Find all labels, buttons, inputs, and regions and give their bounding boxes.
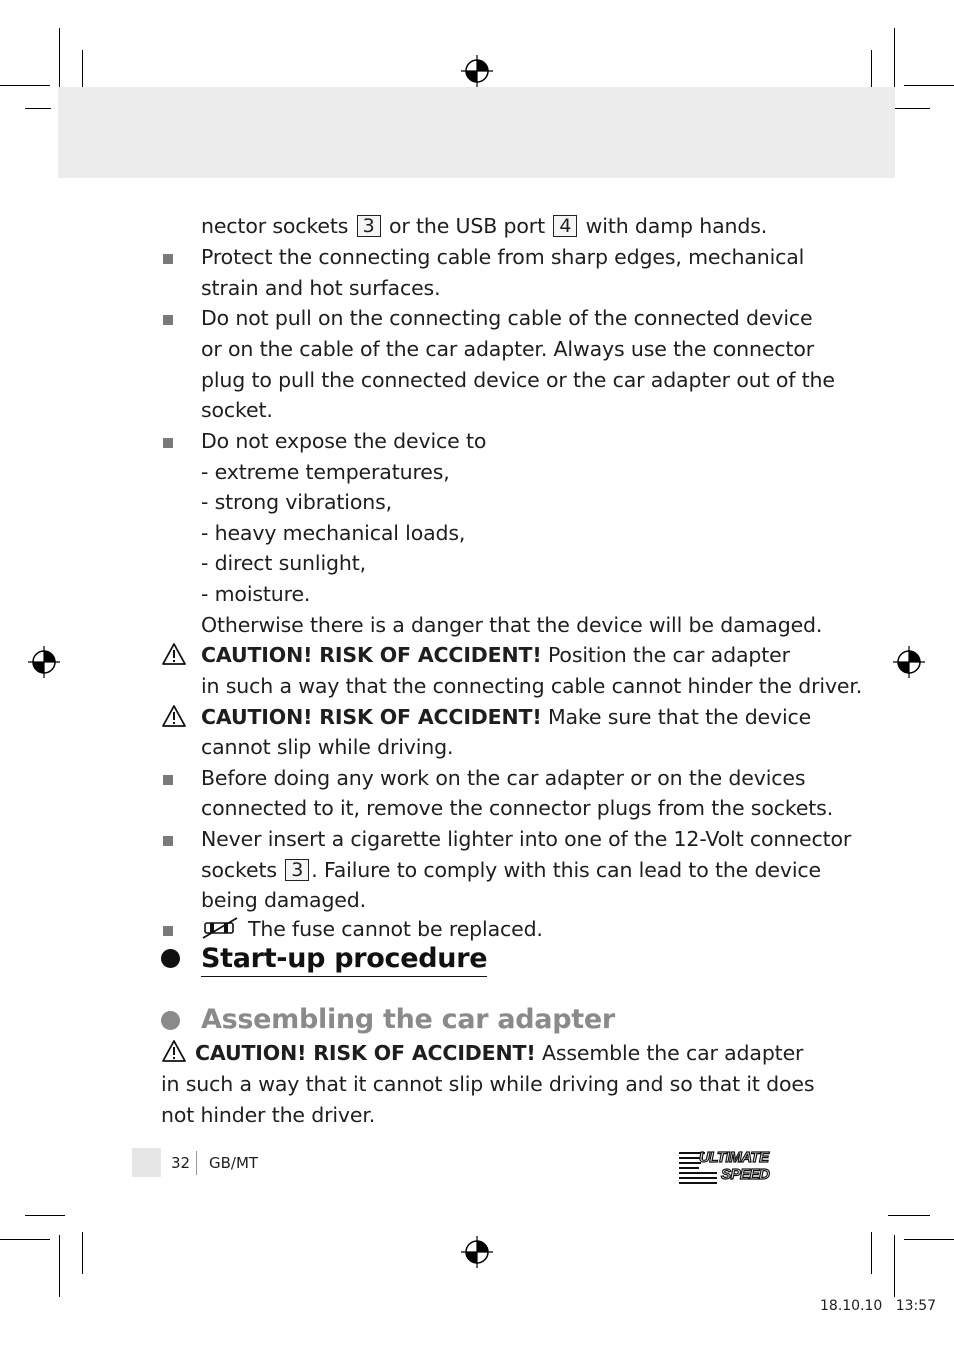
brand-logo-line2: SPEED	[721, 1166, 770, 1183]
footer-divider	[196, 1151, 197, 1175]
registration-mark-icon	[892, 645, 926, 679]
text-line: sockets 3 . Failure to comply with this can lead to the device	[201, 858, 821, 882]
warning-triangle-icon	[161, 1039, 187, 1063]
registration-mark-icon	[460, 54, 494, 88]
text-line: Do not expose the device to	[201, 429, 487, 453]
text-line: CAUTION! RISK OF ACCIDENT! Make sure that the device	[201, 705, 812, 729]
text-line: CAUTION! RISK OF ACCIDENT! Position the car adapter	[201, 643, 790, 667]
bullet-square-icon	[163, 926, 173, 936]
reference-number: 4	[553, 215, 577, 237]
caution-label: CAUTION! RISK OF ACCIDENT!	[201, 643, 542, 667]
locale-code: GB/MT	[209, 1154, 259, 1172]
bullet-square-icon	[163, 254, 173, 264]
reference-number: 3	[357, 215, 381, 237]
text-line: not hinder the driver.	[161, 1103, 376, 1127]
fuse-crossed-icon	[201, 916, 239, 940]
text-line: Otherwise there is a danger that the device will be damaged.	[201, 613, 823, 637]
section-bullet-icon	[161, 949, 180, 968]
text-line: - heavy mechanical loads,	[201, 521, 466, 545]
text-line: - extreme temperatures,	[201, 460, 450, 484]
subsection-heading: Assembling the car adapter	[201, 1004, 615, 1035]
caution-label: CAUTION! RISK OF ACCIDENT!	[201, 705, 542, 729]
text-line: The fuse cannot be replaced.	[248, 917, 543, 941]
reference-number: 3	[285, 859, 309, 881]
footer-tab-marker	[132, 1148, 161, 1177]
text-line: cannot slip while driving.	[201, 735, 454, 759]
bullet-square-icon	[163, 315, 173, 325]
text-line: nector sockets 3 or the USB port 4 with damp hands.	[201, 214, 768, 238]
text-line: being damaged.	[201, 888, 367, 912]
text-line: - direct sunlight,	[201, 551, 366, 575]
text-line: plug to pull the connected device or the car adapter out of the	[201, 368, 835, 392]
bullet-square-icon	[163, 836, 173, 846]
print-timestamp: 18.10.10 13:57	[820, 1298, 937, 1314]
text-line: connected to it, remove the connector plugs from the sockets.	[201, 796, 834, 820]
text-line: strain and hot surfaces.	[201, 276, 441, 300]
warning-triangle-icon	[161, 642, 187, 666]
header-band	[58, 87, 895, 178]
text-line: CAUTION! RISK OF ACCIDENT! Assemble the car adapter	[195, 1041, 804, 1065]
bullet-square-icon	[163, 775, 173, 785]
page-number: 32	[171, 1154, 191, 1172]
text-line: socket.	[201, 398, 273, 422]
text-line: in such a way that the connecting cable cannot hinder the driver.	[201, 674, 863, 698]
brand-logo	[677, 1148, 795, 1186]
section-heading: Start-up procedure	[201, 943, 487, 977]
registration-mark-icon	[460, 1235, 494, 1269]
text-line: in such a way that it cannot slip while driving and so that it does	[161, 1072, 815, 1096]
text-line: Do not pull on the connecting cable of the connected device	[201, 306, 813, 330]
text-line: Before doing any work on the car adapter or on the devices	[201, 766, 806, 790]
text-line: Never insert a cigarette lighter into one of the 12-Volt connector	[201, 827, 852, 851]
warning-triangle-icon	[161, 704, 187, 728]
bullet-square-icon	[163, 438, 173, 448]
brand-logo-line1: ULTIMATE	[699, 1149, 769, 1166]
text-line: - moisture.	[201, 582, 311, 606]
text-line: Protect the connecting cable from sharp edges, mechanical	[201, 245, 805, 269]
registration-mark-icon	[27, 645, 61, 679]
text-line: - strong vibrations,	[201, 490, 392, 514]
caution-label: CAUTION! RISK OF ACCIDENT!	[195, 1041, 536, 1065]
section-bullet-icon	[161, 1011, 180, 1030]
text-line: or on the cable of the car adapter. Always use the connector	[201, 337, 814, 361]
